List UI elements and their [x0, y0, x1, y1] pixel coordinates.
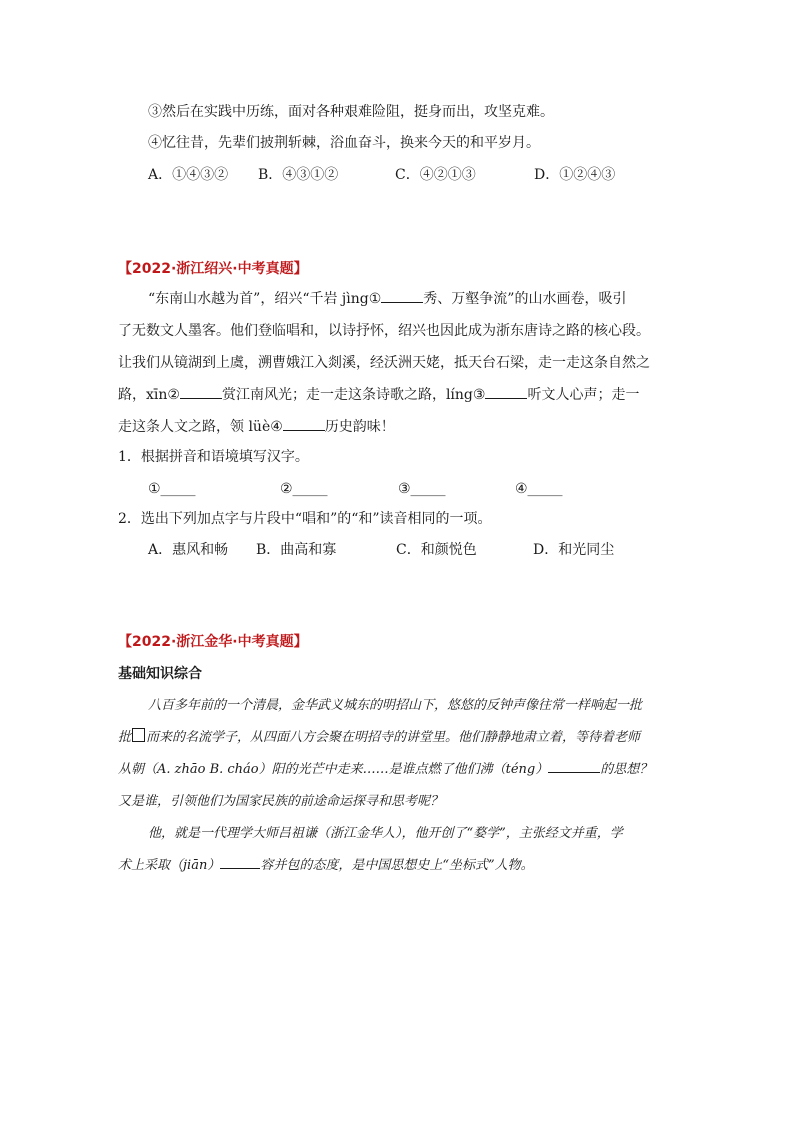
blank-4[interactable]: [283, 416, 325, 431]
essay-line-5: 他，就是一代理学大师吕祖谦（浙江金华人），他开创了“婺学”，主张经文并重，学: [148, 826, 623, 841]
question-2: 2．选出下列加点字与片段中“唱和”的“和”读音相同的一项。: [118, 511, 492, 527]
passage-line-3: 让我们从镜湖到上虞，溯曹娥江入剡溪，经沃洲天姥，抵天台石梁，走一走这条自然之: [118, 355, 650, 371]
question-1: 1．根据拼音和语境填写汉字。: [118, 449, 309, 465]
passage-line-1: “东南山水越为首”，绍兴“千岩 jìng① 秀、万壑争流”的山水画卷，吸引: [148, 283, 626, 315]
section3-subheader: 基础知识综合: [118, 666, 202, 682]
answer-2[interactable]: ②_____: [280, 481, 328, 497]
option-a: A．①④③②: [148, 167, 229, 183]
q2-option-a: A．惠风和畅: [148, 542, 229, 558]
option-b: B．④③①②: [258, 167, 339, 183]
passage-line-2: 了无数文人墨客。他们登临唱和，以诗抒怀，绍兴也因此成为浙东唐诗之路的核心段。: [118, 323, 650, 339]
blank-3[interactable]: [485, 384, 527, 399]
q2-option-d: D．和光同尘: [533, 542, 615, 558]
answer-1[interactable]: ①_____: [148, 481, 196, 497]
section2-header: 【2022·浙江绍兴·中考真题】: [118, 261, 308, 277]
passage-line-4: 路，xīn② 赏江南风光；走一走这条诗歌之路，líng③ 听文人心声；走一: [118, 379, 639, 411]
essay-line-1: 八百多年前的一个清晨，金华武义城东的明招山下，悠悠的反钟声像往常一样响起一批: [148, 698, 643, 713]
essay-line-6: 术上采取（jiān） 容并包的态度，是中国思想史上“坐标式”人物。: [118, 850, 534, 882]
q2-option-c: C．和颜悦色: [396, 542, 477, 558]
passage-line-5: 走这条人文之路，领 lüè④ 历史韵味！: [118, 411, 395, 443]
answer-3[interactable]: ③_____: [398, 481, 446, 497]
essay-line-2: 批 而来的名流学子，从四面八方会聚在明招寺的讲堂里。他们静静地肃立着，等待着老师: [118, 730, 641, 745]
q2-option-b: B．曲高和寡: [256, 542, 337, 558]
blank-2[interactable]: [180, 384, 222, 399]
item-4-text: ④忆往昔，先辈们披荆斩棘，浴血奋斗，换来今天的和平岁月。: [148, 135, 540, 151]
section1-options: [148, 165, 668, 185]
blank-1[interactable]: [381, 288, 423, 303]
blank-teng[interactable]: [548, 758, 600, 773]
question-1-answers: [148, 479, 608, 499]
item-3-text: ③然后在实践中历练，面对各种艰难险阻，挺身而出，攻坚克难。: [148, 104, 554, 120]
blank-jian[interactable]: [220, 854, 260, 869]
essay-line-4: 又是谁，引领他们为国家民族的前途命运探寻和思考呢？: [118, 794, 444, 809]
option-c: C．④②①③: [395, 167, 476, 183]
missing-char-box[interactable]: [132, 728, 145, 742]
section3-header: 【2022·浙江金华·中考真题】: [118, 634, 308, 650]
question-2-options: [148, 540, 648, 560]
answer-4[interactable]: ④_____: [515, 481, 563, 497]
essay-line-3: 从朝（A. zhāo B. cháo）阳的光芒中走来……是谁点燃了他们沸（téng） 的思想？: [118, 754, 652, 786]
option-d: D．①②④③: [534, 167, 616, 183]
